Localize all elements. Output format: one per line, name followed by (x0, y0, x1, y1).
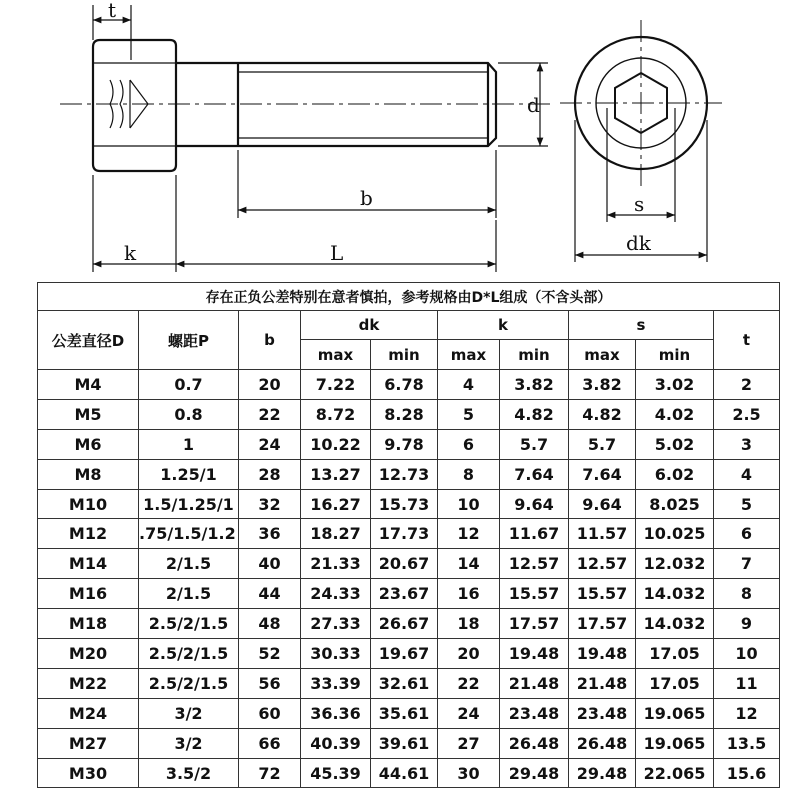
cell-k-max: 6 (438, 429, 500, 459)
cell-b: 66 (239, 728, 301, 758)
cell-s-max: 12.57 (569, 549, 636, 579)
cell-pitch: 2.5/2/1.5 (139, 609, 239, 639)
cell-k-max: 12 (438, 519, 500, 549)
table-caption: 存在正负公差特别在意者慎拍，参考规格由D*L组成（不含头部） (38, 283, 780, 311)
label-t: t (108, 0, 117, 22)
cell-t: 7 (714, 549, 780, 579)
cell-dk-max: 36.36 (301, 698, 371, 728)
table-row (38, 370, 780, 400)
cell-diameter: M14 (38, 549, 139, 579)
cell-pitch: 3/2 (139, 728, 239, 758)
cell-k-min: 26.48 (500, 728, 569, 758)
cell-dk-min: 32.61 (371, 668, 438, 698)
cell-t: 10 (714, 639, 780, 669)
cell-b: 32 (239, 489, 301, 519)
cell-b: 56 (239, 668, 301, 698)
cell-s-max: 7.64 (569, 459, 636, 489)
header-dk-min: min (371, 340, 438, 370)
cell-pitch: 2/1.5 (139, 549, 239, 579)
cell-k-max: 24 (438, 698, 500, 728)
cell-dk-max: 45.39 (301, 758, 371, 788)
cell-t: 5 (714, 489, 780, 519)
cell-s-max: 15.57 (569, 579, 636, 609)
cell-t: 3 (714, 429, 780, 459)
cell-t: 13.5 (714, 728, 780, 758)
table-row (38, 549, 780, 579)
cell-pitch: 3.5/2 (139, 758, 239, 788)
cell-pitch: 1 (139, 429, 239, 459)
cell-s-min: 6.02 (636, 459, 714, 489)
cell-b: 52 (239, 639, 301, 669)
cell-k-max: 27 (438, 728, 500, 758)
cell-t: 15.6 (714, 758, 780, 788)
cell-k-max: 4 (438, 370, 500, 400)
table-row (38, 429, 780, 459)
cell-dk-min: 35.61 (371, 698, 438, 728)
cell-pitch: 1.5/1.25/1 (139, 489, 239, 519)
label-k: k (124, 241, 137, 265)
cell-k-min: 12.57 (500, 549, 569, 579)
cell-k-min: 7.64 (500, 459, 569, 489)
cell-dk-max: 40.39 (301, 728, 371, 758)
cell-diameter: M22 (38, 668, 139, 698)
table-row (38, 459, 780, 489)
header-k-min: min (500, 340, 569, 370)
header-k-max: max (438, 340, 500, 370)
table-row (38, 519, 780, 549)
cell-k-max: 18 (438, 609, 500, 639)
cell-k-min: 15.57 (500, 579, 569, 609)
header-k: k (438, 311, 569, 340)
label-L: L (330, 241, 344, 265)
cell-dk-max: 24.33 (301, 579, 371, 609)
cell-k-min: 9.64 (500, 489, 569, 519)
cell-s-min: 17.05 (636, 639, 714, 669)
spec-table-body (38, 370, 780, 788)
cell-dk-min: 17.73 (371, 519, 438, 549)
cell-s-max: 21.48 (569, 668, 636, 698)
table-row (38, 728, 780, 758)
cell-s-min: 17.05 (636, 668, 714, 698)
cell-diameter: M24 (38, 698, 139, 728)
cell-k-max: 5 (438, 399, 500, 429)
cell-s-min: 19.065 (636, 698, 714, 728)
cell-t: 11 (714, 668, 780, 698)
cell-b: 24 (239, 429, 301, 459)
cell-diameter: M16 (38, 579, 139, 609)
cell-dk-max: 13.27 (301, 459, 371, 489)
cell-k-max: 20 (438, 639, 500, 669)
cell-s-min: 22.065 (636, 758, 714, 788)
cell-dk-max: 8.72 (301, 399, 371, 429)
label-b: b (360, 186, 373, 210)
cell-dk-max: 30.33 (301, 639, 371, 669)
cell-dk-min: 19.67 (371, 639, 438, 669)
cell-b: 40 (239, 549, 301, 579)
cell-diameter: M4 (38, 370, 139, 400)
header-s-min: min (636, 340, 714, 370)
cell-s-max: 17.57 (569, 609, 636, 639)
screw-technical-drawing (0, 0, 800, 280)
cell-k-min: 17.57 (500, 609, 569, 639)
header-dk-max: max (301, 340, 371, 370)
cell-pitch: .75/1.5/1.2 (139, 519, 239, 549)
cell-dk-min: 44.61 (371, 758, 438, 788)
cell-s-min: 5.02 (636, 429, 714, 459)
cell-t: 6 (714, 519, 780, 549)
cell-diameter: M12 (38, 519, 139, 549)
spec-table (37, 282, 780, 788)
cell-b: 72 (239, 758, 301, 788)
cell-s-max: 23.48 (569, 698, 636, 728)
cell-b: 20 (239, 370, 301, 400)
header-diameter: 公差直径D (38, 311, 139, 370)
cell-k-min: 5.7 (500, 429, 569, 459)
table-row (38, 668, 780, 698)
cell-k-min: 4.82 (500, 399, 569, 429)
cell-pitch: 3/2 (139, 698, 239, 728)
header-b: b (239, 311, 301, 370)
cell-dk-min: 20.67 (371, 549, 438, 579)
cell-dk-min: 39.61 (371, 728, 438, 758)
cell-k-max: 16 (438, 579, 500, 609)
table-row (38, 609, 780, 639)
cell-s-min: 10.025 (636, 519, 714, 549)
cell-diameter: M6 (38, 429, 139, 459)
cell-k-min: 19.48 (500, 639, 569, 669)
cell-dk-max: 10.22 (301, 429, 371, 459)
cell-s-min: 3.02 (636, 370, 714, 400)
cell-k-min: 29.48 (500, 758, 569, 788)
header-dk: dk (301, 311, 438, 340)
cell-t: 2 (714, 370, 780, 400)
cell-diameter: M18 (38, 609, 139, 639)
cell-b: 60 (239, 698, 301, 728)
cell-s-min: 8.025 (636, 489, 714, 519)
cell-s-max: 4.82 (569, 399, 636, 429)
cell-pitch: 2.5/2/1.5 (139, 639, 239, 669)
cell-dk-max: 21.33 (301, 549, 371, 579)
cell-s-max: 26.48 (569, 728, 636, 758)
label-dk: dk (626, 231, 651, 255)
cell-pitch: 2/1.5 (139, 579, 239, 609)
cell-dk-max: 27.33 (301, 609, 371, 639)
cell-dk-min: 15.73 (371, 489, 438, 519)
cell-dk-min: 6.78 (371, 370, 438, 400)
table-row (38, 489, 780, 519)
cell-k-max: 10 (438, 489, 500, 519)
cell-s-max: 9.64 (569, 489, 636, 519)
cell-diameter: M30 (38, 758, 139, 788)
cell-diameter: M5 (38, 399, 139, 429)
cell-dk-min: 12.73 (371, 459, 438, 489)
header-s-max: max (569, 340, 636, 370)
cell-dk-min: 23.67 (371, 579, 438, 609)
cell-b: 22 (239, 399, 301, 429)
cell-dk-min: 26.67 (371, 609, 438, 639)
cell-pitch: 1.25/1 (139, 459, 239, 489)
cell-t: 9 (714, 609, 780, 639)
table-row (38, 399, 780, 429)
cell-pitch: 0.8 (139, 399, 239, 429)
header-pitch: 螺距P (139, 311, 239, 370)
cell-s-min: 14.032 (636, 579, 714, 609)
cell-k-min: 11.67 (500, 519, 569, 549)
table-row (38, 639, 780, 669)
cell-k-max: 30 (438, 758, 500, 788)
cell-t: 12 (714, 698, 780, 728)
cell-s-min: 12.032 (636, 549, 714, 579)
cell-b: 48 (239, 609, 301, 639)
cell-diameter: M10 (38, 489, 139, 519)
cell-b: 28 (239, 459, 301, 489)
cell-k-max: 8 (438, 459, 500, 489)
cell-s-max: 19.48 (569, 639, 636, 669)
cell-s-min: 4.02 (636, 399, 714, 429)
table-row (38, 698, 780, 728)
table-row (38, 579, 780, 609)
cell-s-max: 11.57 (569, 519, 636, 549)
cell-s-max: 5.7 (569, 429, 636, 459)
cell-pitch: 2.5/2/1.5 (139, 668, 239, 698)
cell-s-max: 29.48 (569, 758, 636, 788)
cell-k-max: 14 (438, 549, 500, 579)
cell-s-min: 14.032 (636, 609, 714, 639)
cell-s-max: 3.82 (569, 370, 636, 400)
cell-k-min: 23.48 (500, 698, 569, 728)
cell-dk-max: 18.27 (301, 519, 371, 549)
label-s: s (634, 192, 645, 216)
cell-t: 2.5 (714, 399, 780, 429)
label-d: d (527, 93, 540, 117)
cell-dk-max: 33.39 (301, 668, 371, 698)
cell-diameter: M20 (38, 639, 139, 669)
header-s: s (569, 311, 714, 340)
cell-dk-min: 8.28 (371, 399, 438, 429)
header-t: t (714, 311, 780, 370)
cell-k-min: 3.82 (500, 370, 569, 400)
cell-k-max: 22 (438, 668, 500, 698)
table-row (38, 758, 780, 788)
cell-s-min: 19.065 (636, 728, 714, 758)
cell-dk-max: 16.27 (301, 489, 371, 519)
cell-t: 8 (714, 579, 780, 609)
cell-b: 44 (239, 579, 301, 609)
cell-k-min: 21.48 (500, 668, 569, 698)
cell-t: 4 (714, 459, 780, 489)
cell-diameter: M27 (38, 728, 139, 758)
cell-b: 36 (239, 519, 301, 549)
cell-pitch: 0.7 (139, 370, 239, 400)
cell-dk-min: 9.78 (371, 429, 438, 459)
cell-dk-max: 7.22 (301, 370, 371, 400)
cell-diameter: M8 (38, 459, 139, 489)
